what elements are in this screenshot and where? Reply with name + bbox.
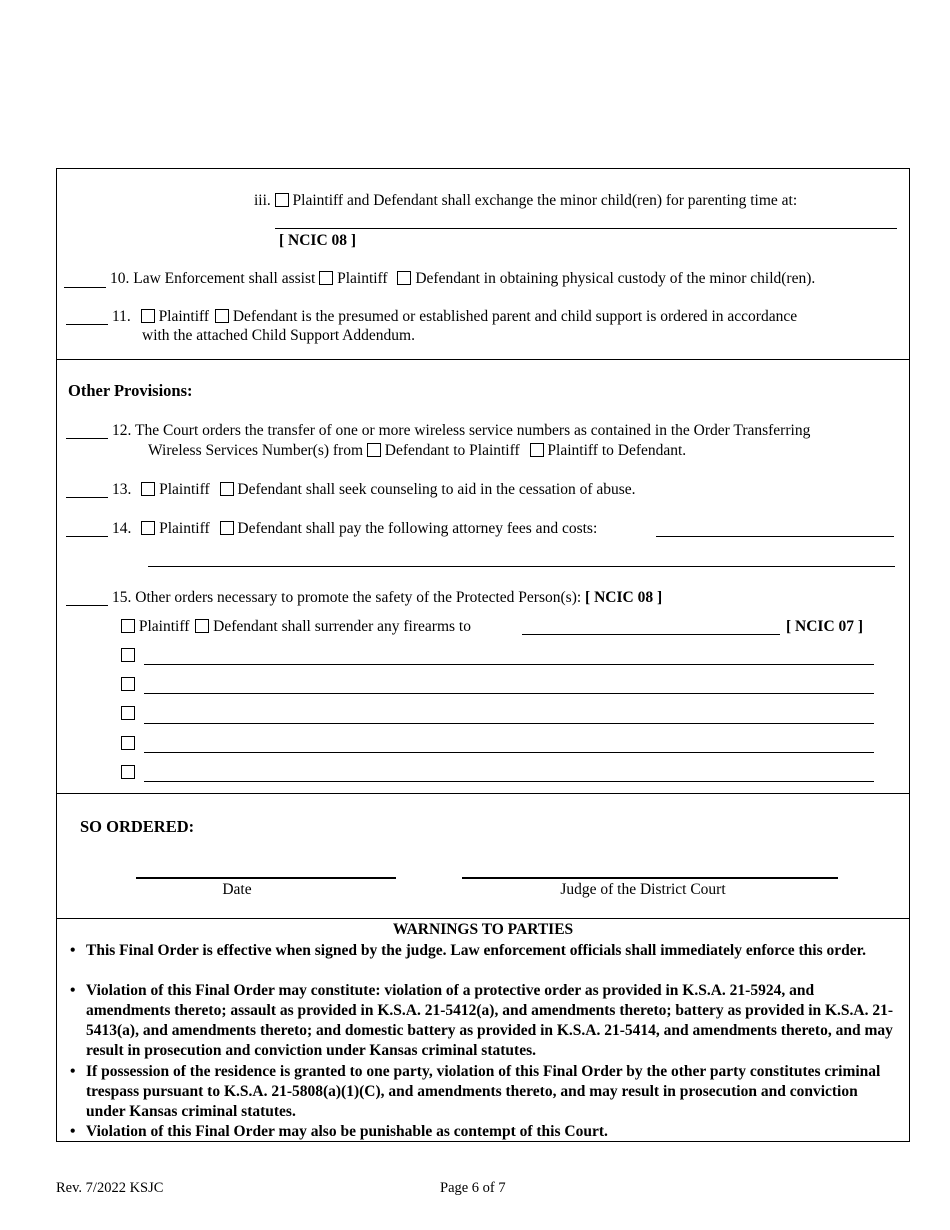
so-ordered-heading: SO ORDERED: bbox=[80, 817, 195, 836]
warning-bullet-2: • bbox=[70, 982, 76, 999]
item-11-plaintiff-label: Plaintiff bbox=[158, 308, 210, 325]
item-11-plaintiff-checkbox[interactable] bbox=[141, 309, 155, 323]
item-10-number: 10. bbox=[110, 270, 130, 287]
divider-after-item-15 bbox=[56, 793, 910, 794]
item-iii bbox=[254, 191, 797, 210]
item-12-number: 12. bbox=[112, 422, 132, 439]
item-15-firearms-defendant-checkbox[interactable] bbox=[195, 619, 209, 633]
item-11-number: 11. bbox=[112, 308, 131, 325]
item-14-number: 14. bbox=[112, 520, 132, 537]
item-14 bbox=[112, 519, 597, 538]
item-12-pl-to-def-label: Plaintiff to Defendant. bbox=[547, 442, 687, 459]
item-13-defendant-checkbox[interactable] bbox=[220, 482, 234, 496]
item-13 bbox=[112, 480, 636, 499]
item-14-text: Defendant shall pay the following attorney fees and costs: bbox=[237, 520, 598, 537]
item-11-line2: with the attached Child Support Addendum. bbox=[142, 327, 415, 344]
date-signature-line[interactable] bbox=[136, 877, 396, 879]
judge-signature-line[interactable] bbox=[462, 877, 838, 879]
warning-item-4 bbox=[70, 1122, 900, 1142]
item-13-initial-line[interactable] bbox=[66, 497, 108, 498]
date-label: Date bbox=[222, 881, 252, 898]
item-14-plaintiff-label: Plaintiff bbox=[159, 520, 210, 537]
item-15-text: Other orders necessary to promote the safety of the Protected Person(s): bbox=[135, 589, 582, 606]
item-15-number: 15. bbox=[112, 589, 132, 606]
item-11-defendant-checkbox[interactable] bbox=[215, 309, 229, 323]
divider-after-signatures bbox=[56, 918, 910, 919]
item-14-fees-line-2[interactable] bbox=[148, 566, 895, 567]
other-provisions-heading: Other Provisions: bbox=[68, 381, 193, 400]
item-13-text: Defendant shall seek counseling to aid in the cessation of abuse. bbox=[237, 481, 636, 498]
warnings-title: WARNINGS TO PARTIES bbox=[392, 921, 574, 938]
item-iii-text: Plaintiff and Defendant shall exchange the minor child(ren) for parenting time at: bbox=[292, 192, 798, 209]
warning-item-1 bbox=[70, 941, 900, 961]
footer-revision: Rev. 7/2022 KSJC bbox=[56, 1180, 164, 1196]
item-10-initial-line[interactable] bbox=[64, 287, 106, 288]
item-15-other-line-4[interactable] bbox=[144, 752, 874, 753]
item-12-text: The Court orders the transfer of one or more wireless service numbers as contained in the Order Transferring bbox=[134, 422, 811, 439]
item-11-initial-line[interactable] bbox=[66, 324, 108, 325]
item-12-initial-line[interactable] bbox=[66, 438, 108, 439]
item-14-plaintiff-checkbox[interactable] bbox=[141, 521, 155, 535]
item-12-line2-prefix: Wireless Services Number(s) from bbox=[148, 442, 364, 459]
judge-label: Judge of the District Court bbox=[560, 881, 726, 898]
item-iii-number: iii. bbox=[254, 192, 271, 209]
footer-page-number: Page 6 of 7 bbox=[440, 1180, 506, 1196]
item-11-line1: Defendant is the presumed or established parent and child support is ordered in accordance bbox=[232, 308, 798, 325]
item-15-other-checkbox-1[interactable] bbox=[121, 648, 135, 662]
item-iii-ncic: [ NCIC 08 ] bbox=[279, 232, 357, 249]
item-10-prefix: Law Enforcement shall assist bbox=[133, 270, 316, 287]
item-15-firearms-plaintiff-checkbox[interactable] bbox=[121, 619, 135, 633]
item-iii-location-line[interactable] bbox=[275, 228, 897, 229]
item-15-ncic: [ NCIC 08 ] bbox=[585, 589, 663, 606]
divider-after-item-11 bbox=[56, 359, 910, 360]
item-iii-checkbox[interactable] bbox=[275, 193, 289, 207]
item-15-other-line-3[interactable] bbox=[144, 723, 874, 724]
item-15-other-checkbox-2[interactable] bbox=[121, 677, 135, 691]
item-15-initial-line[interactable] bbox=[66, 605, 108, 606]
item-15-other-line-2[interactable] bbox=[144, 693, 874, 694]
item-10-defendant-checkbox[interactable] bbox=[397, 271, 411, 285]
item-13-plaintiff-label: Plaintiff bbox=[159, 481, 210, 498]
item-15-other-line-1[interactable] bbox=[144, 664, 874, 665]
item-15-other-checkbox-3[interactable] bbox=[121, 706, 135, 720]
warning-item-2 bbox=[70, 981, 900, 1061]
warning-item-3 bbox=[70, 1062, 900, 1122]
item-10-plaintiff-checkbox[interactable] bbox=[319, 271, 333, 285]
warning-bullet-3: • bbox=[70, 1063, 76, 1080]
warning-text-2: Violation of this Final Order may constitute: violation of a protective order as provided in K.S.A. 21-5924, and amendments thereto; assault as provided in K.S.A. 21-5412(a), and amendments thereto; battery as provided in K.S.A. 21-5413(a), and amendments thereto; and domestic battery as provided in K.S.A. 21-5414, and amendments thereto, and may result in prosecution and conviction under Kansas criminal statutes. bbox=[86, 982, 894, 1059]
item-12-def-to-pl-checkbox[interactable] bbox=[367, 443, 381, 457]
item-14-initial-line[interactable] bbox=[66, 536, 108, 537]
warning-text-3: If possession of the residence is granted to one party, violation of this Final Order by the other party constitutes criminal trespass pursuant to K.S.A. 21-5808(a)(1)(C), and amendments thereto, and may result in prosecution and conviction under Kansas criminal statutes. bbox=[86, 1063, 881, 1120]
item-10 bbox=[110, 269, 815, 288]
item-12-def-to-pl-label: Defendant to Plaintiff bbox=[384, 442, 520, 459]
item-15 bbox=[112, 588, 662, 607]
item-13-plaintiff-checkbox[interactable] bbox=[141, 482, 155, 496]
item-12-pl-to-def-checkbox[interactable] bbox=[530, 443, 544, 457]
item-15-firearms-ncic: [ NCIC 07 ] bbox=[786, 618, 864, 635]
warning-bullet-1: • bbox=[70, 942, 76, 959]
item-15-firearms-recipient-line[interactable] bbox=[522, 634, 780, 635]
item-10-defendant-label: Defendant in obtaining physical custody of the minor child(ren). bbox=[415, 270, 816, 287]
item-15-other-line-5[interactable] bbox=[144, 781, 874, 782]
item-15-firearms-plaintiff-label: Plaintiff bbox=[138, 618, 190, 635]
warning-text-1: This Final Order is effective when signed by the judge. Law enforcement officials shall immediately enforce this order. bbox=[86, 942, 866, 959]
item-15-firearms-text: Defendant shall surrender any firearms to bbox=[213, 618, 471, 635]
item-13-number: 13. bbox=[112, 481, 132, 498]
item-12-line1 bbox=[112, 421, 810, 440]
item-11 bbox=[112, 307, 797, 326]
warning-text-4: Violation of this Final Order may also be punishable as contempt of this Court. bbox=[86, 1123, 608, 1140]
item-10-plaintiff-label: Plaintiff bbox=[337, 270, 388, 287]
item-15-other-checkbox-5[interactable] bbox=[121, 765, 135, 779]
warning-bullet-4: • bbox=[70, 1123, 76, 1140]
item-15-firearms bbox=[121, 617, 471, 636]
item-15-other-checkbox-4[interactable] bbox=[121, 736, 135, 750]
item-14-fees-line-1[interactable] bbox=[656, 536, 894, 537]
item-12-line2 bbox=[148, 441, 686, 460]
item-14-defendant-checkbox[interactable] bbox=[220, 521, 234, 535]
